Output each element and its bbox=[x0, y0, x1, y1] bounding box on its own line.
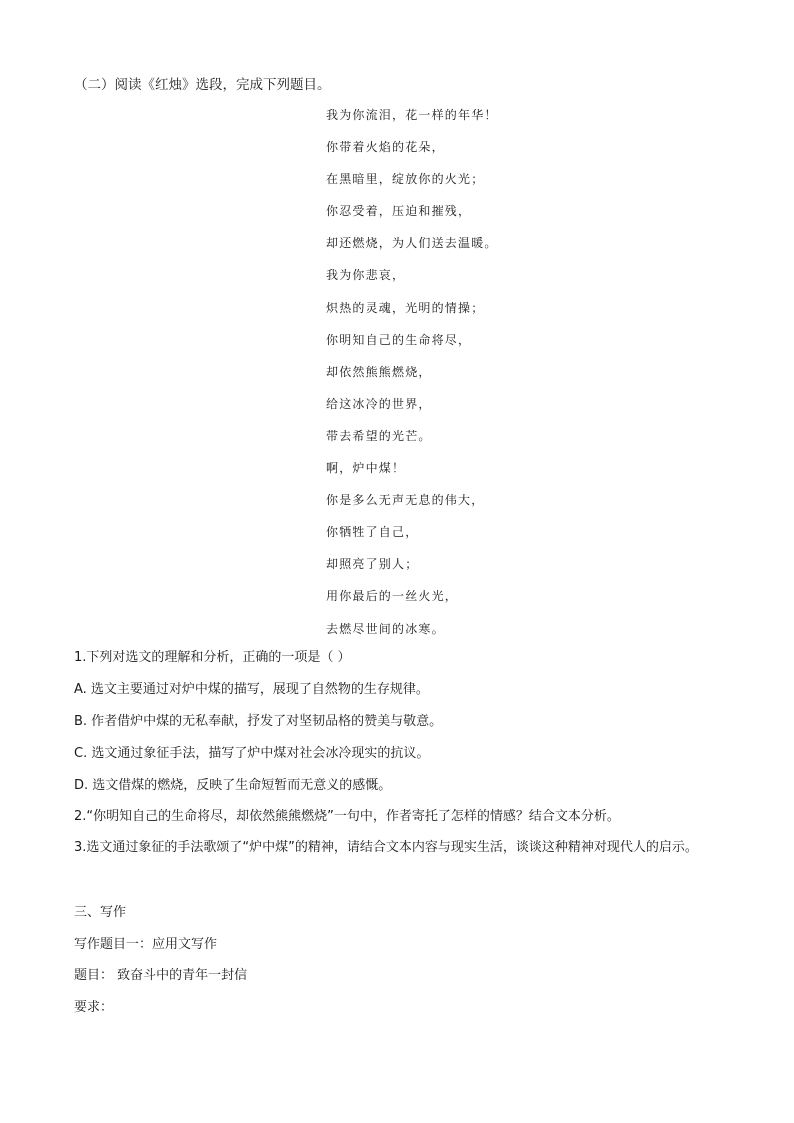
poem-line: 去燃尽世间的冰寒。 bbox=[326, 621, 445, 636]
poem-line: 用你最后的一丝火光， bbox=[326, 589, 459, 604]
question-1-option-a: A. 选文主要通过对炉中煤的描写，展现了自然物的生存规律。 bbox=[74, 682, 429, 697]
poem-excerpt bbox=[326, 106, 498, 652]
question-1-option-c: C. 选文通过象征手法，描写了炉中煤对社会冰冷现实的抗议。 bbox=[74, 746, 430, 761]
poem-line: 却依然熊熊燃烧， bbox=[326, 364, 432, 379]
question-1-option-d: D. 选文借煤的燃烧，反映了生命短暂而无意义的感慨。 bbox=[74, 778, 392, 793]
poem-line: 在黑暗里，绽放你的火光； bbox=[326, 172, 485, 187]
poem-line: 你明知自己的生命将尽， bbox=[326, 332, 472, 347]
question-3: 3.选文通过象征的手法歌颂了“炉中煤”的精神，请结合文本内容与现实生活，谈谈这种精神对现代人的启示。 bbox=[74, 840, 698, 855]
poem-line: 却照亮了别人； bbox=[326, 557, 419, 572]
poem-line: 我为你悲哀， bbox=[326, 268, 406, 283]
writing-requirements-label: 要求： bbox=[74, 1000, 114, 1015]
question-1-stem: 1.下列对选文的理解和分析，正确的一项是（ ） bbox=[74, 650, 351, 665]
question-2: 2.“你明知自己的生命将尽，却依然熊熊燃烧”一句中，作者寄托了怎样的情感？结合文本分析。 bbox=[74, 809, 620, 824]
poem-line: 你牺牲了自己， bbox=[326, 525, 419, 540]
question-1-option-b: B. 作者借炉中煤的无私奉献，抒发了对坚韧品格的赞美与敬意。 bbox=[74, 714, 443, 729]
writing-heading: 三、写作 bbox=[74, 905, 127, 920]
poem-line: 我为你流泪，花一样的年华！ bbox=[326, 108, 498, 122]
poem-line: 却还燃烧，为人们送去温暖。 bbox=[326, 236, 498, 251]
section-heading: （二）阅读《红烛》选段，完成下列题目。 bbox=[74, 77, 331, 93]
poem-line: 炽热的灵魂，光明的情操； bbox=[326, 300, 485, 315]
poem-line: 你忍受着，压迫和摧残， bbox=[326, 204, 472, 219]
writing-topic-one: 写作题目一：应用文写作 bbox=[74, 937, 218, 952]
poem-line: 给这冰冷的世界， bbox=[326, 396, 432, 411]
poem-line: 啊，炉中煤！ bbox=[326, 461, 406, 476]
poem-line: 你是多么无声无息的伟大， bbox=[326, 493, 485, 508]
poem-line: 带去希望的光芒。 bbox=[326, 428, 432, 443]
writing-title: 题目： 致奋斗中的青年一封信 bbox=[74, 968, 248, 983]
poem-line: 你带着火焰的花朵， bbox=[326, 140, 445, 155]
